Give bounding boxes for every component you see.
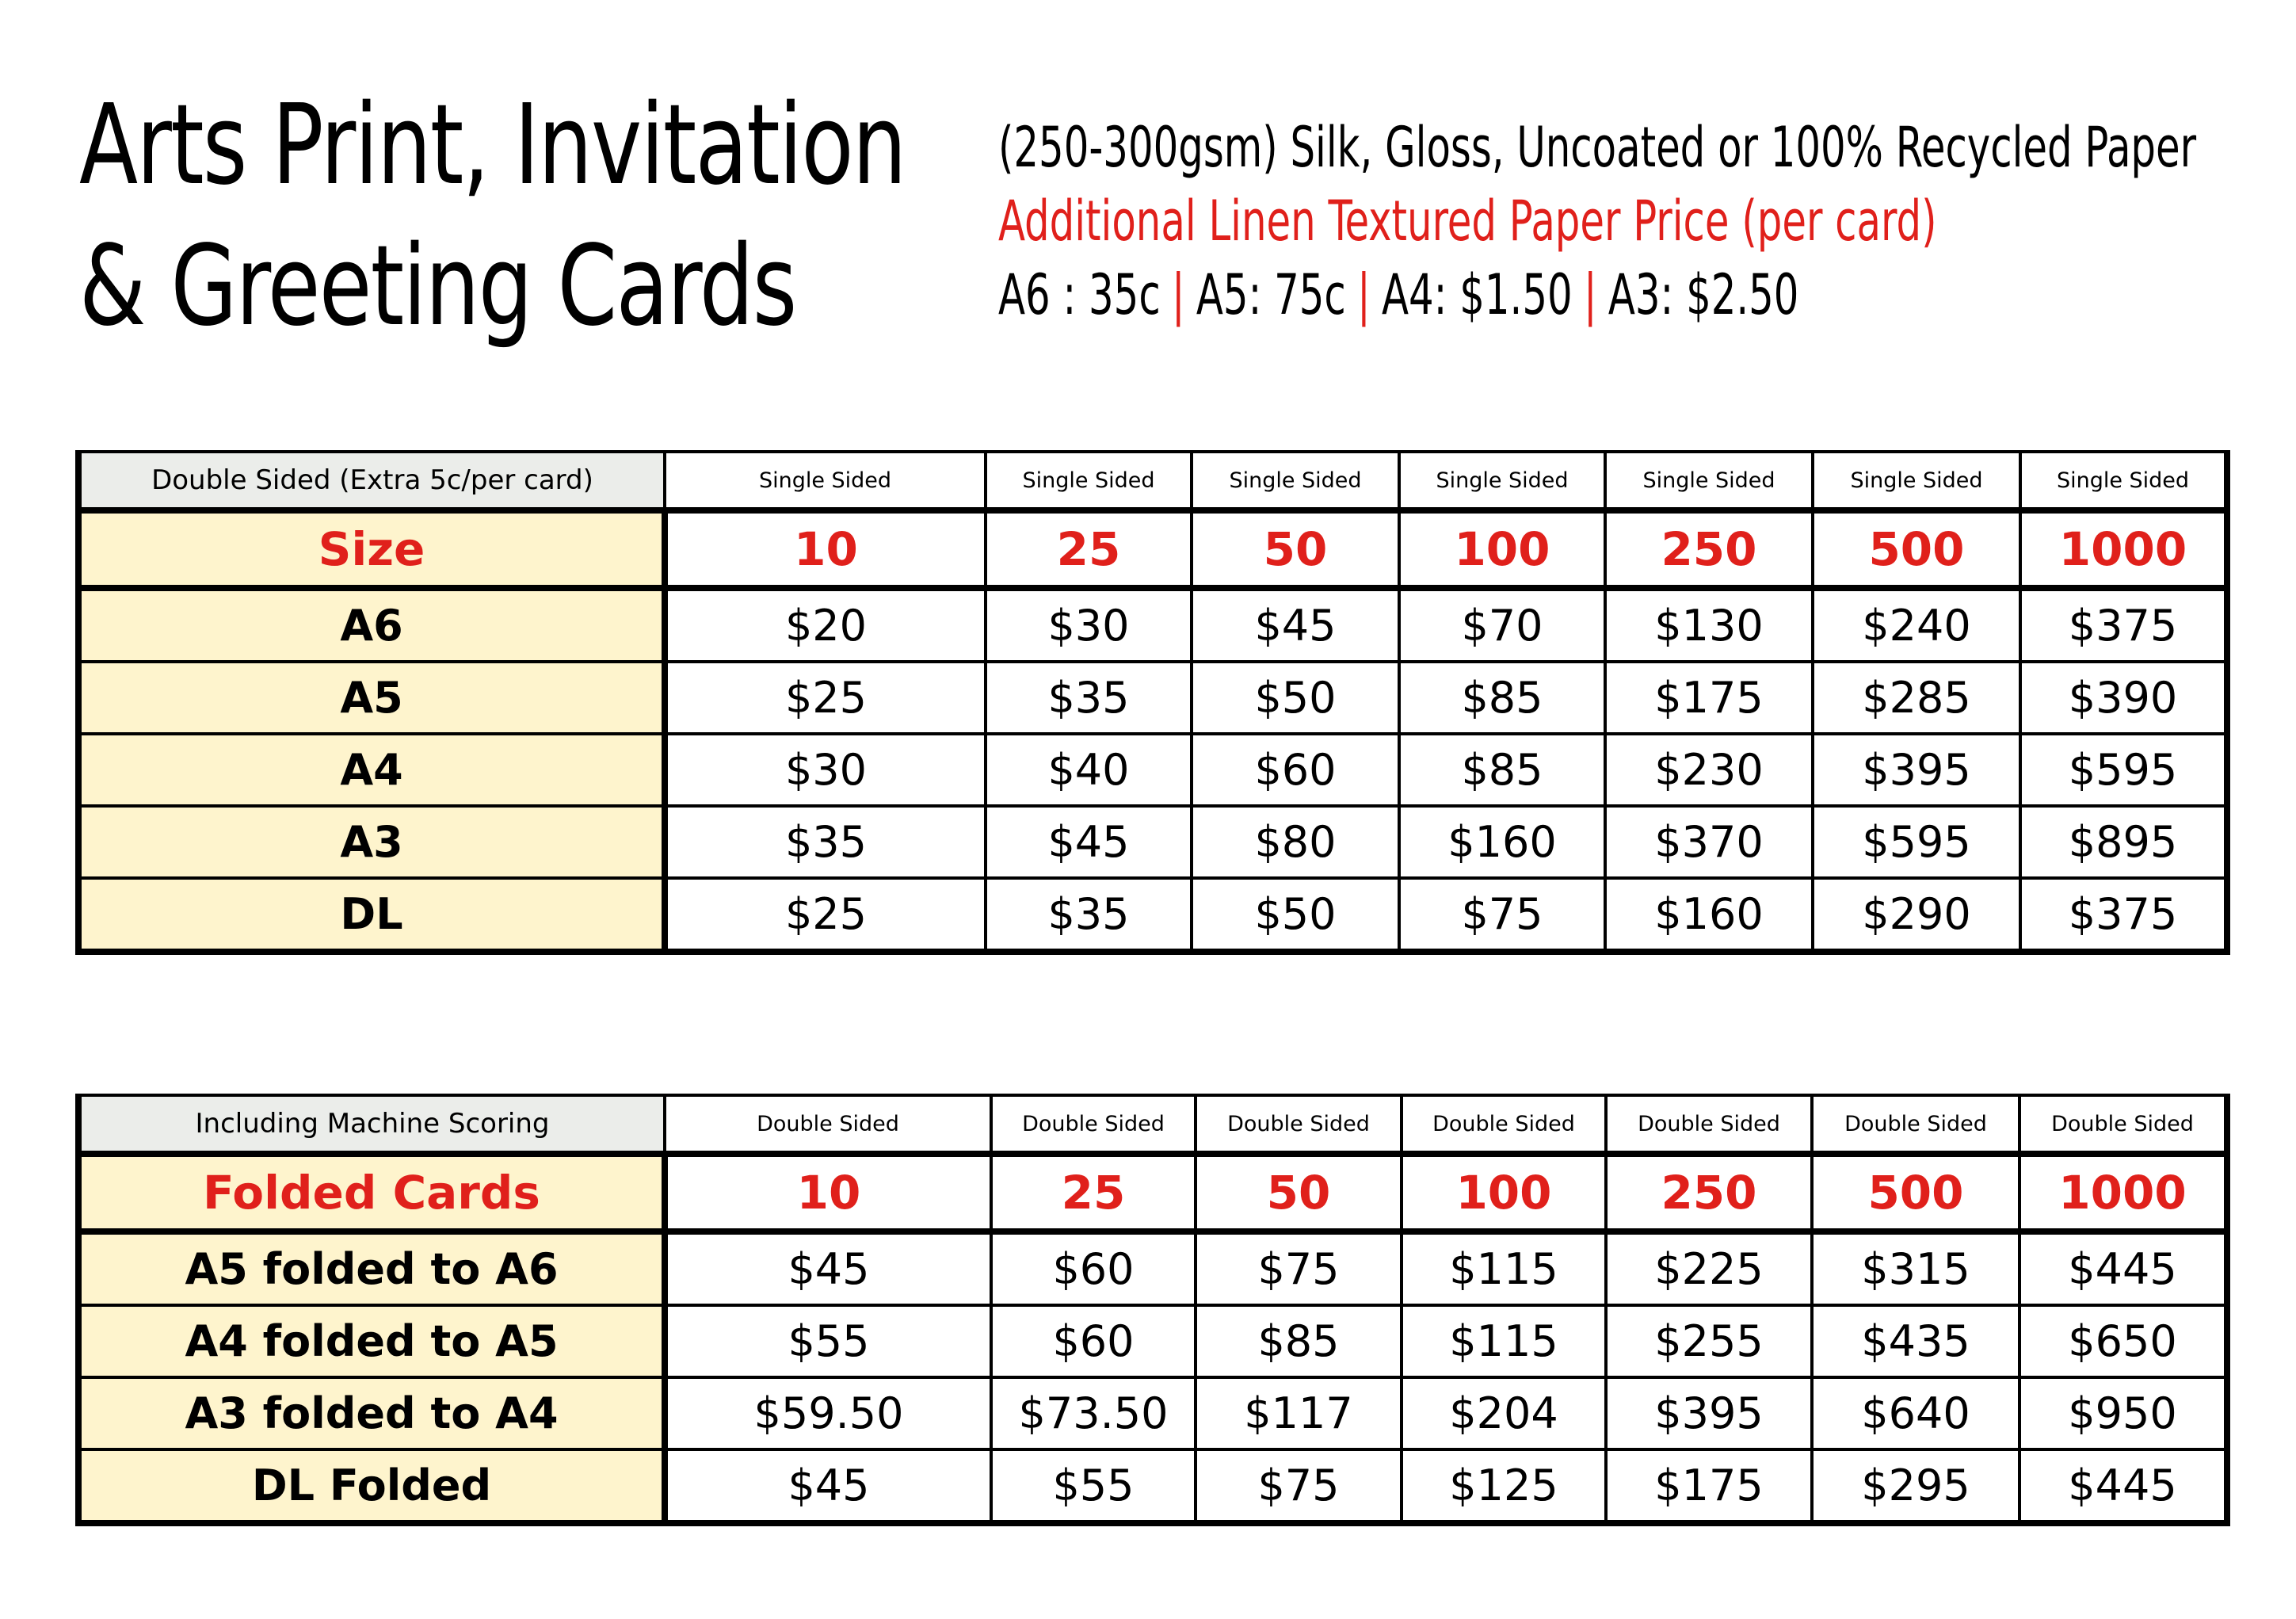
price-cell: $75 <box>1196 1449 1402 1523</box>
price-cell: $45 <box>1192 588 1399 662</box>
linen-price-a5: A5: 75c <box>1196 262 1346 327</box>
price-cell: $375 <box>2020 588 2227 662</box>
price-cell: $225 <box>1606 1231 1812 1305</box>
quantity-header: 10 <box>665 1154 991 1231</box>
table-row <box>78 662 2227 734</box>
quantity-header: 250 <box>1606 1154 1812 1231</box>
table-header-label: Folded Cards <box>78 1154 665 1231</box>
table-row <box>78 806 2227 878</box>
price-cell: $20 <box>665 588 986 662</box>
price-cell: $115 <box>1402 1305 1606 1377</box>
price-cell: $130 <box>1605 588 1813 662</box>
price-cell: $950 <box>2019 1377 2227 1449</box>
quantity-header: 50 <box>1196 1154 1402 1231</box>
price-cell: $595 <box>2020 734 2227 806</box>
table-caption-row <box>78 1095 2227 1154</box>
price-cell: $30 <box>986 588 1192 662</box>
price-cell: $60 <box>991 1231 1196 1305</box>
column-caption: Single Sided <box>1192 452 1399 510</box>
linen-prices <box>998 258 2196 332</box>
linen-price-a6: A6 : 35c <box>998 262 1161 327</box>
price-cell: $640 <box>1812 1377 2019 1449</box>
quantity-header: 1000 <box>2020 510 2227 588</box>
table-header-row <box>78 1154 2227 1231</box>
row-label: A4 <box>78 734 665 806</box>
price-cell: $375 <box>2020 878 2227 952</box>
price-cell: $50 <box>1192 878 1399 952</box>
table-header-label: Size <box>78 510 665 588</box>
quantity-header: 500 <box>1813 510 2020 588</box>
price-cell: $35 <box>665 806 986 878</box>
price-cell: $650 <box>2019 1305 2227 1377</box>
price-cell: $285 <box>1813 662 2020 734</box>
page-title-line-2: & Greeting Cards <box>79 222 796 351</box>
price-cell: $240 <box>1813 588 2020 662</box>
paper-types: (250-300gsm) Silk, Gloss, Uncoated or 100% Recycled Paper <box>998 115 2197 180</box>
row-label: DL Folded <box>78 1449 665 1523</box>
table-row <box>78 1377 2227 1449</box>
price-cell: $45 <box>986 806 1192 878</box>
price-cell: $390 <box>2020 662 2227 734</box>
price-cell: $230 <box>1605 734 1813 806</box>
price-cell: $175 <box>1606 1449 1812 1523</box>
table-caption: Including Machine Scoring <box>78 1095 665 1154</box>
flat-cards-price-table <box>75 450 2230 955</box>
table-caption: Double Sided (Extra 5c/per card) <box>78 452 665 510</box>
price-cell: $35 <box>986 878 1192 952</box>
price-cell: $445 <box>2019 1231 2227 1305</box>
price-cell: $60 <box>991 1305 1196 1377</box>
price-cell: $290 <box>1813 878 2020 952</box>
column-caption: Single Sided <box>986 452 1192 510</box>
table-caption-row <box>78 452 2227 510</box>
price-cell: $125 <box>1402 1449 1606 1523</box>
column-caption: Single Sided <box>665 452 986 510</box>
linen-price-a3: A3: $2.50 <box>1608 262 1799 327</box>
quantity-header: 250 <box>1605 510 1813 588</box>
linen-separator: | <box>1583 262 1597 327</box>
column-caption: Double Sided <box>665 1095 991 1154</box>
column-caption: Single Sided <box>1605 452 1813 510</box>
price-cell: $445 <box>2019 1449 2227 1523</box>
table-row <box>78 878 2227 952</box>
table-row <box>78 1449 2227 1523</box>
column-caption: Double Sided <box>1812 1095 2019 1154</box>
quantity-header: 25 <box>986 510 1192 588</box>
column-caption: Single Sided <box>2020 452 2227 510</box>
linen-separator: | <box>1357 262 1371 327</box>
row-label: A3 <box>78 806 665 878</box>
quantity-header: 500 <box>1812 1154 2019 1231</box>
price-cell: $25 <box>665 662 986 734</box>
price-cell: $204 <box>1402 1377 1606 1449</box>
price-cell: $40 <box>986 734 1192 806</box>
price-cell: $80 <box>1192 806 1399 878</box>
table-row <box>78 1305 2227 1377</box>
linen-price-a4: A4: $1.50 <box>1381 262 1573 327</box>
price-cell: $30 <box>665 734 986 806</box>
price-cell: $45 <box>665 1449 991 1523</box>
price-cell: $59.50 <box>665 1377 991 1449</box>
price-cell: $175 <box>1605 662 1813 734</box>
price-cell: $55 <box>665 1305 991 1377</box>
price-cell: $895 <box>2020 806 2227 878</box>
page-title <box>79 75 906 357</box>
price-cell: $435 <box>1812 1305 2019 1377</box>
row-label: DL <box>78 878 665 952</box>
quantity-header: 1000 <box>2019 1154 2227 1231</box>
price-cell: $315 <box>1812 1231 2019 1305</box>
price-cell: $370 <box>1605 806 1813 878</box>
price-cell: $395 <box>1606 1377 1812 1449</box>
price-cell: $70 <box>1399 588 1605 662</box>
price-cell: $45 <box>665 1231 991 1305</box>
price-cell: $255 <box>1606 1305 1812 1377</box>
column-caption: Double Sided <box>2019 1095 2227 1154</box>
price-cell: $115 <box>1402 1231 1606 1305</box>
price-cell: $55 <box>991 1449 1196 1523</box>
price-cell: $75 <box>1399 878 1605 952</box>
row-label: A3 folded to A4 <box>78 1377 665 1449</box>
column-caption: Double Sided <box>1606 1095 1812 1154</box>
table-row <box>78 588 2227 662</box>
price-cell: $295 <box>1812 1449 2019 1523</box>
linen-separator: | <box>1171 262 1185 327</box>
quantity-header: 10 <box>665 510 986 588</box>
quantity-header: 50 <box>1192 510 1399 588</box>
quantity-header: 25 <box>991 1154 1196 1231</box>
price-cell: $160 <box>1399 806 1605 878</box>
price-cell: $25 <box>665 878 986 952</box>
price-cell: $75 <box>1196 1231 1402 1305</box>
price-cell: $35 <box>986 662 1192 734</box>
quantity-header: 100 <box>1399 510 1605 588</box>
price-cell: $50 <box>1192 662 1399 734</box>
column-caption: Single Sided <box>1399 452 1605 510</box>
price-cell: $73.50 <box>991 1377 1196 1449</box>
column-caption: Double Sided <box>991 1095 1196 1154</box>
price-cell: $85 <box>1196 1305 1402 1377</box>
row-label: A6 <box>78 588 665 662</box>
row-label: A5 <box>78 662 665 734</box>
price-cell: $60 <box>1192 734 1399 806</box>
column-caption: Single Sided <box>1813 452 2020 510</box>
quantity-header: 100 <box>1402 1154 1606 1231</box>
price-cell: $595 <box>1813 806 2020 878</box>
price-cell: $395 <box>1813 734 2020 806</box>
folded-cards-price-table <box>75 1094 2230 1526</box>
table-row <box>78 1231 2227 1305</box>
column-caption: Double Sided <box>1196 1095 1402 1154</box>
column-caption: Double Sided <box>1402 1095 1606 1154</box>
row-label: A5 folded to A6 <box>78 1231 665 1305</box>
table-header-row <box>78 510 2227 588</box>
table-row <box>78 734 2227 806</box>
page-title-line-1: Arts Print, Invitation <box>79 81 906 210</box>
paper-info <box>998 111 2196 332</box>
price-cell: $117 <box>1196 1377 1402 1449</box>
price-cell: $160 <box>1605 878 1813 952</box>
price-cell: $85 <box>1399 662 1605 734</box>
row-label: A4 folded to A5 <box>78 1305 665 1377</box>
linen-price-heading: Additional Linen Textured Paper Price (per card) <box>998 189 1937 254</box>
price-cell: $85 <box>1399 734 1605 806</box>
